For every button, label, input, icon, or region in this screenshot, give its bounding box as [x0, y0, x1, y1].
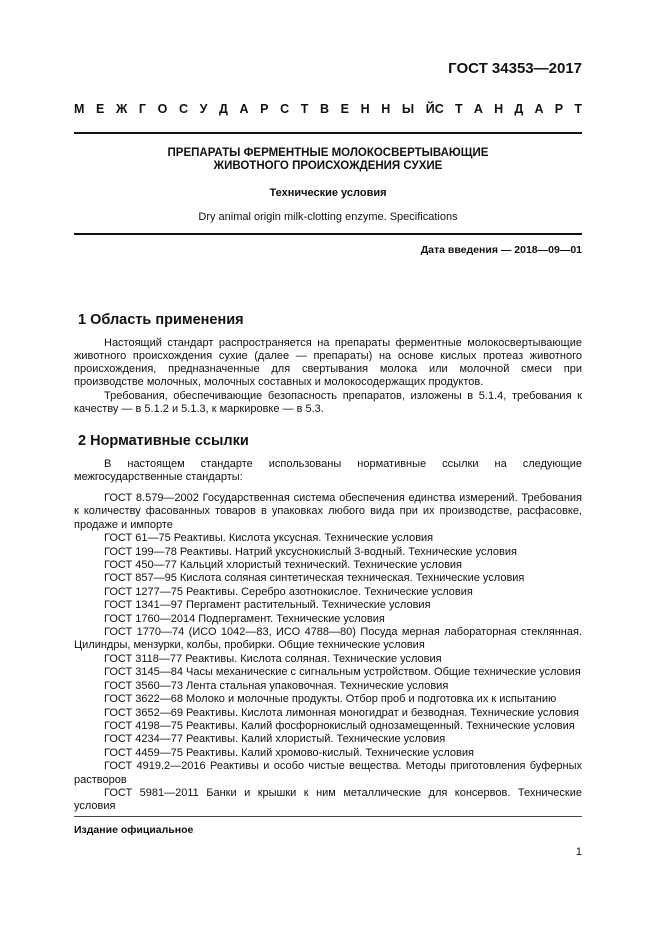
reference-text: ГОСТ 857—95 Кислота соляная синтетическая техническая. Технические условия: [104, 572, 525, 585]
banner-letter: Й: [425, 102, 435, 116]
reference-text: ГОСТ 4459—75 Реактивы. Калий хромово-кислый. Технические условия: [104, 746, 474, 759]
banner-letter: Ж: [115, 102, 128, 116]
page-number: 1: [575, 846, 582, 858]
reference-item: [74, 680, 582, 693]
reference-item: [74, 733, 582, 746]
introduction-date: Дата введения — 2018—09—01: [420, 244, 582, 256]
title-line-1: ПРЕПАРАТЫ ФЕРМЕНТНЫЕ МОЛОКОСВЕРТЫВАЮЩИЕ: [167, 147, 489, 159]
reference-item: [74, 559, 582, 572]
reference-text: ГОСТ 8.579—2002 Государственная система обеспечения единства измерений. Требования к количеству фасованных товаров в упаковках любого вида при их производстве, расфасовке, продаже и импорте: [74, 492, 582, 531]
reference-text: ГОСТ 4198—75 Реактивы. Калий фосфорнокислый однозамещенный. Технические условия: [104, 719, 575, 732]
reference-text: ГОСТ 1760—2014 Подпергамент. Технические условия: [104, 612, 385, 625]
reference-text: ГОСТ 5981—2011 Банки и крышки к ним металлические для консервов. Технические условия: [74, 786, 582, 813]
section-1-paragraph-2: [74, 390, 582, 416]
reference-text: ГОСТ 3118—77 Реактивы. Кислота соляная. Технические условия: [104, 652, 442, 665]
banner-letter: Т: [455, 102, 463, 116]
title-rule: [74, 233, 582, 235]
reference-item: [74, 572, 582, 585]
banner-letter: С: [280, 102, 290, 116]
section-1-paragraph-1: [74, 337, 582, 389]
reference-text: ГОСТ 3145—84 Часы механические с сигнальным устройством. Общие технические условия: [104, 666, 581, 679]
reference-item: [74, 492, 582, 532]
banner-letter: А: [473, 102, 483, 116]
banner-letter: Н: [494, 102, 504, 116]
banner-letter: Н: [381, 102, 391, 116]
reference-item: [74, 613, 582, 626]
reference-item: [74, 693, 582, 706]
document-subtitle: Технические условия: [269, 187, 387, 199]
reference-text: ГОСТ 1770—74 (ИСО 1042—83, ИСО 4788—80) Посуда мерная лабораторная стеклянная. Цилиндры, мензурки, колбы, пробирки. Общие технические условия: [74, 626, 582, 652]
normative-references-list: [74, 492, 582, 814]
reference-text: ГОСТ 3652—69 Реактивы. Кислота лимонная моногидрат и безводная. Технические условия: [104, 706, 579, 719]
header-rule: [74, 132, 582, 134]
banner-letter: Т: [574, 102, 582, 116]
banner-letter: В: [319, 102, 330, 116]
title-line-2: ЖИВОТНОГО ПРОИСХОЖДЕНИЯ СУХИЕ: [213, 160, 443, 172]
banner-letter: А: [239, 102, 249, 116]
reference-item: [74, 586, 582, 599]
banner-letter: С: [434, 102, 444, 116]
banner-letter: Т: [300, 102, 309, 116]
reference-item: [74, 787, 582, 814]
banner-letter: Е: [340, 102, 349, 116]
banner-word-interstate: [74, 102, 435, 118]
reference-item: [74, 760, 582, 787]
section-1-heading: 1 Область применения: [78, 312, 244, 328]
official-edition-note: Издание официальное: [74, 824, 194, 836]
document-title: [74, 147, 582, 173]
banner-letter: Н: [360, 102, 370, 116]
reference-item: [74, 599, 582, 612]
banner-letter: Д: [218, 102, 228, 116]
reference-text: ГОСТ 3560—73 Лента стальная упаковочная. Технические условия: [104, 679, 449, 692]
interstate-standard-banner: [74, 102, 582, 118]
section-2-intro: [74, 458, 582, 484]
reference-text: ГОСТ 4234—77 Реактивы. Калий хлористый. Технические условия: [104, 733, 446, 746]
footer-rule: [74, 816, 582, 817]
reference-text: ГОСТ 450—77 Кальций хлористый технический. Технические условия: [104, 559, 463, 572]
reference-item: [74, 747, 582, 760]
banner-letter: С: [178, 102, 188, 116]
reference-item: [74, 653, 582, 666]
section-2-heading: 2 Нормативные ссылки: [78, 433, 249, 449]
reference-item: [74, 546, 582, 559]
banner-letter: У: [199, 102, 208, 116]
reference-item: [74, 626, 582, 653]
reference-text: ГОСТ 199—78 Реактивы. Натрий уксуснокислый 3-водный. Технические условия: [104, 545, 517, 558]
section-2-intro-text: В настоящем стандарте использованы нормативные ссылки на следующие межгосударственные стандарты:: [74, 458, 582, 483]
reference-text: ГОСТ 1341—97 Пергамент растительный. Технические условия: [104, 599, 431, 612]
section-1-paragraph-2-text: Требования, обеспечивающие безопасность препаратов, изложены в 5.1.4, требования к качеству — в 5.1.2 и 5.1.3, к маркировке — в 5.3.: [74, 390, 582, 415]
reference-item: [74, 720, 582, 733]
reference-item: [74, 532, 582, 545]
reference-text: ГОСТ 4919.2—2016 Реактивы и особо чистые вещества. Методы приготовления буферных растворов: [74, 760, 582, 786]
reference-text: ГОСТ 61—75 Реактивы. Кислота уксусная. Технические условия: [104, 532, 434, 545]
reference-text: ГОСТ 3622—68 Молоко и молочные продукты. Отбор проб и подготовка их к испытанию: [104, 693, 557, 706]
english-title: Dry animal origin milk-clotting enzyme. Specifications: [198, 211, 458, 223]
section-1-paragraph-1-text: Настоящий стандарт распространяется на препараты ферментные молокосвертывающие животного происхождения сухие (далее — препараты) на основе кислых протеаз животного происхождения, предназначенные для свертывания молока или молочной смеси при производстве молочных, молочных составных и молокосодержащих продуктов.: [74, 337, 582, 388]
banner-letter: А: [534, 102, 544, 116]
banner-letter: М: [74, 102, 85, 116]
banner-letter: Ы: [401, 102, 415, 116]
banner-letter: О: [157, 102, 168, 116]
standard-code: ГОСТ 34353—2017: [448, 60, 582, 77]
reference-text: ГОСТ 1277—75 Реактивы. Серебро азотнокислое. Технические условия: [104, 585, 473, 598]
banner-letter: Г: [138, 102, 146, 116]
banner-letter: Р: [260, 102, 269, 116]
banner-letter: Е: [96, 102, 105, 116]
reference-item: [74, 707, 582, 720]
banner-word-standard: [435, 102, 582, 118]
banner-letter: Р: [554, 102, 564, 116]
reference-item: [74, 666, 582, 679]
banner-letter: Д: [514, 102, 524, 116]
